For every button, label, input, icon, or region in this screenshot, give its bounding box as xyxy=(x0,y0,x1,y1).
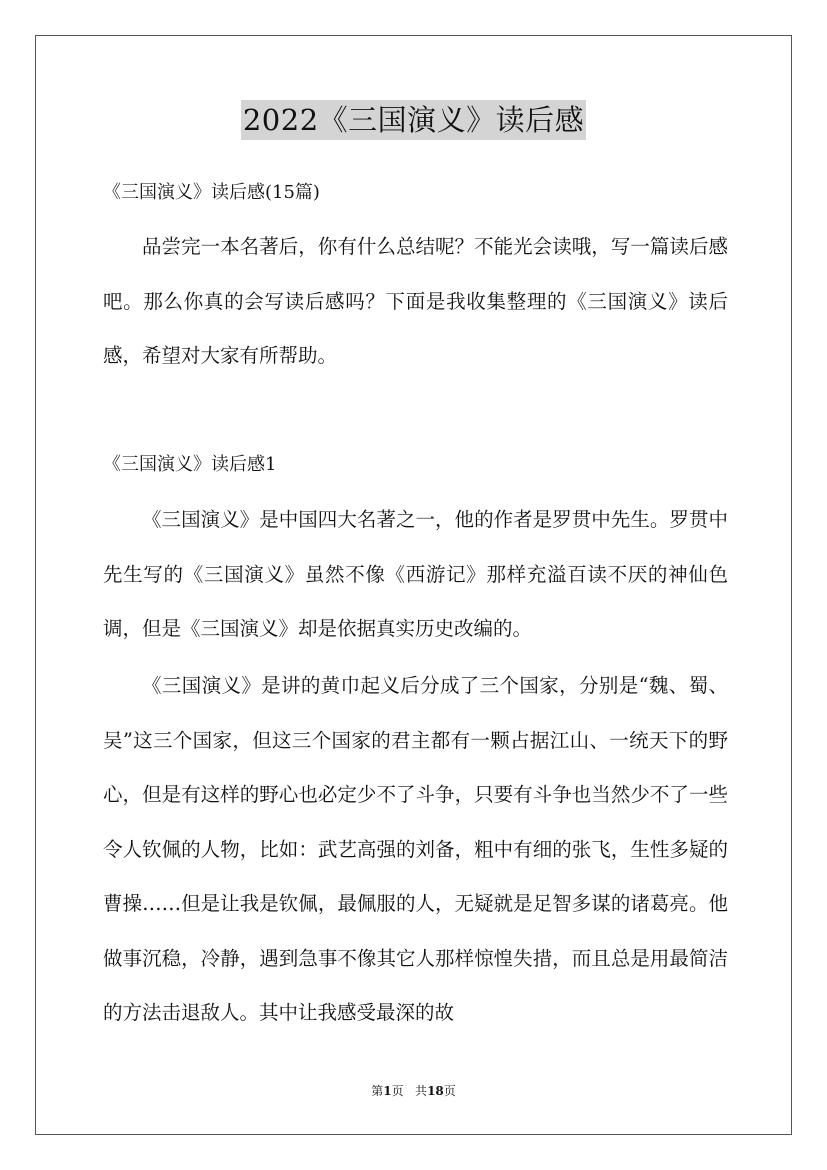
document-title: 2022《三国演义》读后感 xyxy=(241,100,586,140)
page-number: 1 xyxy=(383,1084,392,1098)
page-prefix: 第 xyxy=(371,1084,384,1098)
total-pages: 18 xyxy=(427,1084,444,1098)
title-container xyxy=(0,100,827,140)
total-suffix: 页 xyxy=(443,1084,456,1098)
total-prefix: 共 xyxy=(415,1084,428,1098)
page-suffix: 页 xyxy=(391,1084,404,1098)
section-heading: 《三国演义》读后感1 xyxy=(103,454,277,475)
intro-paragraph: 品尝完一本名著后，你有什么总结呢？不能光会读哦，写一篇读后感吧。那么你真的会写读后感吗？下面是我收集整理的《三国演义》读后感，希望对大家有所帮助。 xyxy=(103,235,728,367)
page-footer xyxy=(0,1083,827,1099)
body-paragraph-2: 《三国演义》是讲的黄巾起义后分成了三个国家，分别是“魏、蜀、吴”这三个国家，但这三个国家的君主都有一颗占据江山、一统天下的野心，但是有这样的野心也必定少不了斗争，只要有斗争也当然少不了一些令人钦佩的人物，比如：武艺高强的刘备，粗中有细的张飞，生性多疑的曹操……但是让我是钦佩，最佩服的人，无疑就是足智多谋的诸葛亮。他做事沉稳，冷静，遇到急事不像其它人那样惊惶失措，而且总是用最简洁的方法击退敌人。其中让我感受最深的故 xyxy=(103,674,728,1024)
body-paragraph-1: 《三国演义》是中国四大名著之一，他的作者是罗贯中先生。罗贯中先生写的《三国演义》虽然不像《西游记》那样充溢百读不厌的神仙色调，但是《三国演义》却是依据真实历史改编的。 xyxy=(103,508,728,640)
document-subtitle: 《三国演义》读后感(15篇) xyxy=(103,182,320,203)
